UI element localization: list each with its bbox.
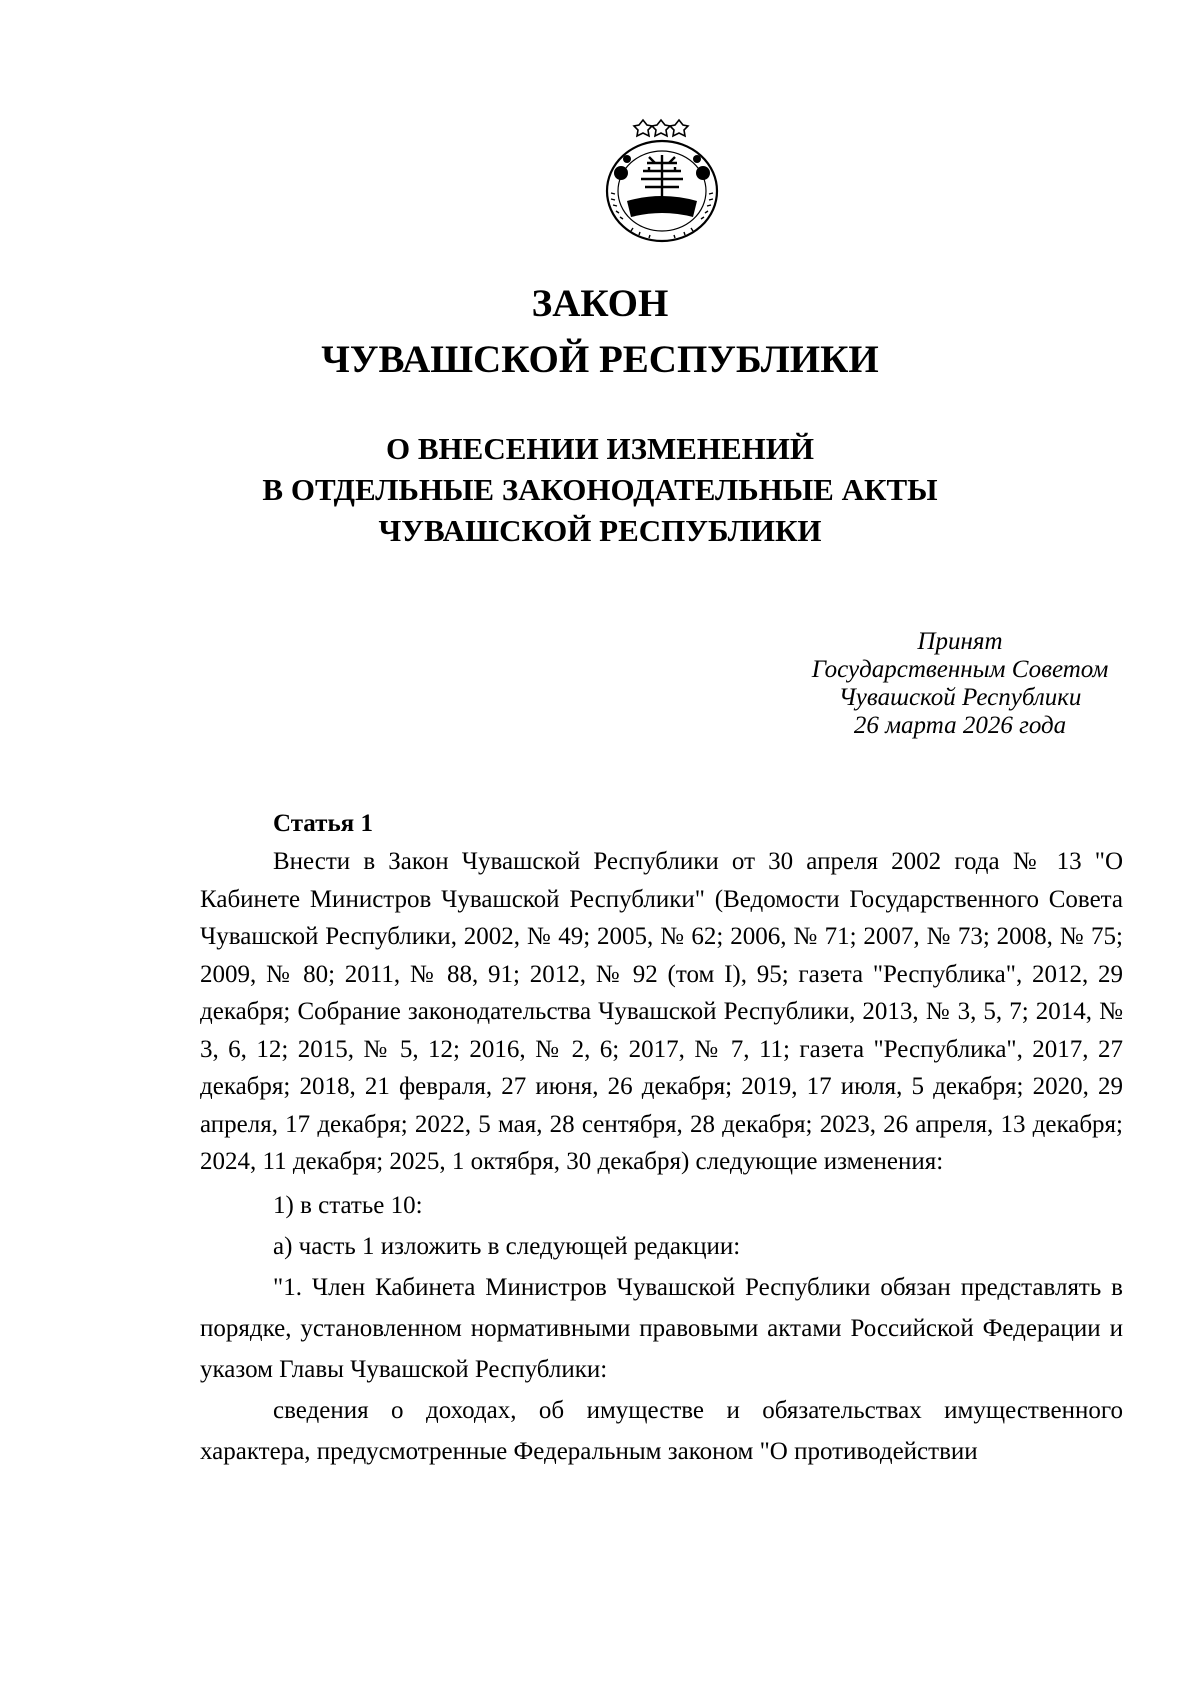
article-paragraph: "1. Член Кабинета Министров Чувашской Республики обязан представлять в порядке, установленном нормативными правовыми актами Российской Федерации и указом Главы Чувашской Республики: (200, 1273, 1123, 1383)
adoption-line: 26 марта 2026 года (853, 712, 1067, 739)
article-paragraph: сведения о доходах, об имуществе и обязательствах имущественного характера, предусмотренные Федеральным законом "О противодействии (200, 1396, 1123, 1465)
adoption-line: Принят (917, 628, 1003, 655)
chuvash-republic-coat-of-arms-icon (597, 115, 727, 245)
article-heading: Статья 1 (273, 810, 373, 837)
adoption-line: Чувашской Республики (838, 684, 1082, 711)
article-paragraph: Внести в Закон Чувашской Республики от 30 апреля 2002 года № 13 "О Кабинете Министров Чувашской Республики" (Ведомости Государственного Совета Чувашской Республики, 2002, № 49; 2005, № 62; 2006, № 71; 2007, № 73; 2008, № 75; 2009, № 80; 2011, № 88, 91; 2012, № 92 (том I), 95; газета "Республика", 2012, 29 декабря; Собрание законодательства Чувашской Республики, 2013, № 3, 5, 7; 2014, № 3, 6, 12; 2015, № 5, 12; 2016, № 2, 6; 2017, № 7, 11; газета "Республика", 2017, 27 декабря; 2018, 21 февраля, 27 июня, 26 декабря; 2019, 17 июля, 5 декабря; 2020, 29 апреля, 17 декабря; 2022, 5 мая, 28 сентября, 28 декабря; 2023, 26 апреля, 13 декабря; 2024, 11 декабря; 2025, 1 октября, 30 декабря) следующие изменения: (200, 848, 1123, 1175)
law-subtitle-line: О ВНЕСЕНИИ ИЗМЕНЕНИЙ (385, 431, 815, 466)
article-paragraph: 1) в статье 10: (273, 1191, 423, 1219)
adoption-note (770, 628, 1150, 740)
article-paragraph: а) часть 1 изложить в следующей редакции: (273, 1232, 741, 1260)
law-title-line: ЧУВАШСКОЙ РЕСПУБЛИКИ (321, 338, 879, 381)
law-subtitle (0, 428, 1200, 551)
adoption-line: Государственным Советом (811, 656, 1109, 683)
law-title (0, 276, 1200, 388)
law-subtitle-line: В ОТДЕЛЬНЫЕ ЗАКОНОДАТЕЛЬНЫЕ АКТЫ (262, 472, 938, 507)
law-subtitle-line: ЧУВАШСКОЙ РЕСПУБЛИКИ (378, 513, 822, 548)
article-1 (200, 806, 1123, 1472)
law-title-line: ЗАКОН (531, 282, 669, 325)
